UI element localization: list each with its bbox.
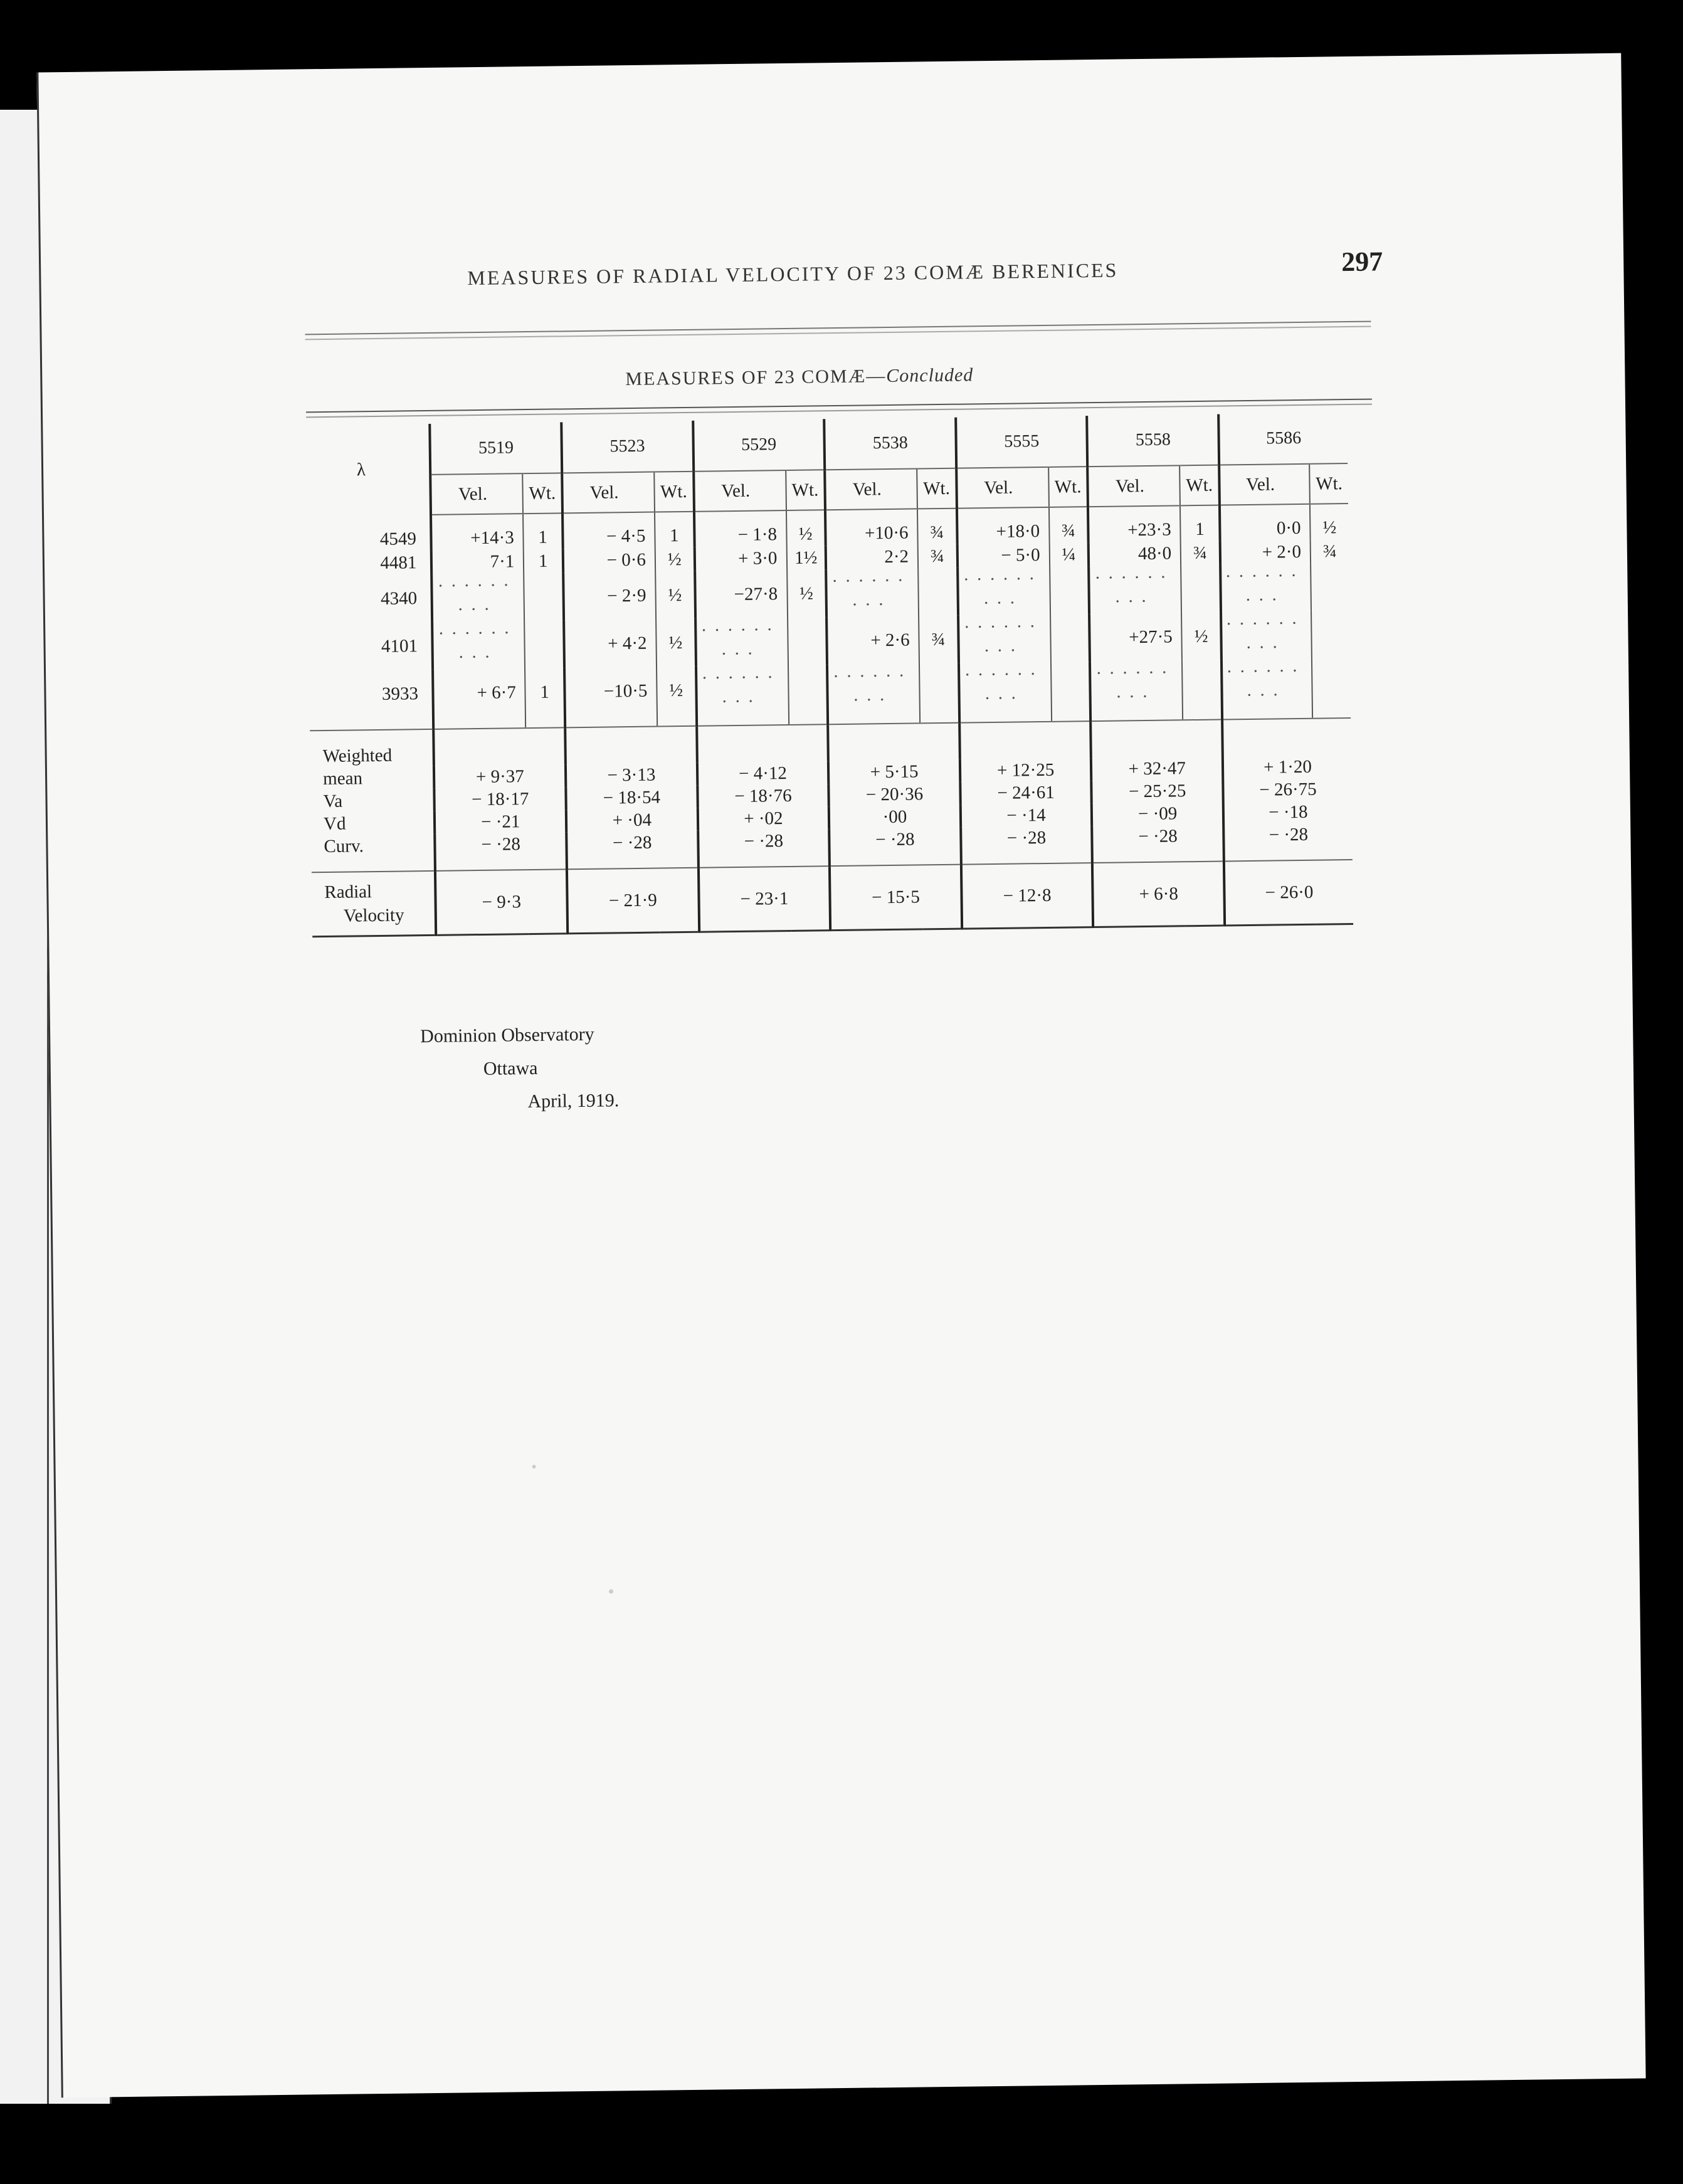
plate-header: 5523 [561, 421, 694, 473]
statistics-value: − ·28 [829, 828, 961, 867]
signature-block [420, 1017, 620, 1119]
dotted-leader: · · · · · · · · · [826, 568, 919, 617]
lambda-header: λ [356, 460, 366, 480]
velocity-cell: − 1·8 [694, 510, 787, 547]
wavelength-cell: 4549 [379, 528, 417, 549]
weight-cell: ¾ [918, 544, 958, 569]
weight-cell: ¾ [1311, 539, 1349, 564]
velocity-cell: + 2·6 [826, 616, 919, 665]
vel-column-header: Vel. [694, 470, 786, 512]
velocity-cell: − 5·0 [957, 543, 1049, 568]
plate-header: 5519 [430, 422, 562, 475]
dotted-leader: · · · · · · · · · [1090, 660, 1183, 721]
wavelength-cell: 3933 [309, 670, 434, 731]
wavelength-cell: 4101 [381, 636, 418, 657]
empty-weight-cell [788, 617, 828, 665]
dotted-leader: · · · · · · · · · [959, 662, 1052, 723]
radial-velocity-value: − 12·8 [961, 863, 1094, 929]
statistics-value: + 12·25 [960, 758, 1092, 783]
radial-velocity-value: − 9·3 [435, 869, 567, 935]
velocity-cell: + 6·7 [433, 668, 525, 729]
measures-table [306, 413, 1353, 937]
vel-column-header: Vel. [956, 467, 1049, 509]
statistics-value: + 5·15 [828, 760, 960, 784]
statistics-value: − 18·54 [566, 786, 697, 810]
page-number: 297 [1341, 246, 1383, 278]
empty-weight-cell [1050, 614, 1090, 662]
velocity-cell: 0·0 [1220, 504, 1311, 541]
weight-cell: ½ [786, 510, 826, 546]
dotted-leader: · · · · · · · · · [1221, 611, 1312, 660]
dotted-leader: · · · · · · · · · [696, 665, 789, 726]
document-page [36, 53, 1645, 2098]
radial-label-line-1: Radial [324, 882, 372, 903]
empty-statistics-cell [697, 724, 828, 763]
empty-weight-cell [1181, 565, 1221, 613]
wavelength-cell: 4340 [380, 588, 418, 609]
statistics-value: + ·04 [566, 808, 698, 833]
empty-weight-cell [1311, 563, 1349, 611]
dotted-leader: · · · · · · · · · [1089, 565, 1182, 614]
vel-column-header: Vel. [1088, 465, 1181, 507]
statistics-value: − ·09 [1092, 802, 1223, 826]
velocity-cell: −27·8 [695, 570, 788, 619]
velocity-cell: +18·0 [957, 507, 1050, 544]
statistics-value: − 26·75 [1223, 778, 1351, 802]
table-title: MEASURES OF 23 COMÆ—Concluded [625, 364, 974, 390]
wt-column-header: Wt. [917, 468, 956, 509]
empty-weight-cell [919, 663, 959, 724]
weight-cell: ¾ [917, 509, 957, 545]
radial-velocity-label [312, 871, 436, 937]
velocity-cell: + 2·0 [1220, 540, 1311, 565]
page-header [467, 246, 1383, 304]
velocity-cell: − 4·5 [562, 512, 655, 549]
statistics-value: − 25·25 [1092, 779, 1223, 804]
radial-velocity-value: − 23·1 [699, 866, 831, 932]
velocity-cell: +27·5 [1089, 613, 1182, 662]
statistics-value: − 20·36 [829, 783, 961, 807]
statistics-value: − 3·13 [566, 763, 697, 788]
wt-column-header: Wt. [1048, 467, 1088, 507]
radial-velocity-value: + 6·8 [1092, 862, 1225, 927]
velocity-cell: 7·1 [431, 549, 524, 574]
empty-weight-cell [788, 665, 828, 725]
velocity-cell: +14·3 [431, 514, 524, 551]
signature-line-3: April, 1919. [527, 1090, 620, 1112]
empty-statistics-cell [565, 726, 697, 765]
statistics-label: mean [322, 768, 363, 789]
weight-cell: ½ [1310, 504, 1349, 540]
signature-line-2: Ottawa [483, 1057, 538, 1079]
vel-column-header: Vel. [1219, 464, 1310, 505]
statistics-value: ·00 [829, 805, 961, 830]
plate-header: 5558 [1087, 414, 1220, 467]
statistics-label: Va [323, 791, 343, 812]
wt-column-header: Wt. [1309, 463, 1348, 504]
statistics-value: − ·28 [698, 829, 830, 868]
statistics-value: − ·28 [435, 832, 567, 871]
statistics-value: − 24·61 [960, 781, 1092, 805]
vel-column-header: Vel. [562, 472, 655, 514]
dotted-leader: · · · · · · · · · [827, 663, 920, 724]
statistics-value: − ·28 [1223, 823, 1353, 861]
statistics-label: Vd [323, 813, 346, 835]
statistics-value: + 32·47 [1091, 757, 1223, 781]
velocity-cell: +10·6 [825, 509, 918, 546]
weight-cell: 1 [1180, 505, 1220, 542]
plate-header: 5586 [1218, 413, 1348, 465]
statistics-value: + ·02 [697, 806, 829, 831]
velocity-cell: 48·0 [1089, 541, 1181, 566]
radial-velocity-value: − 21·9 [567, 868, 699, 934]
wavelength-cell: 4481 [380, 552, 417, 573]
wt-column-header: Wt. [523, 473, 562, 514]
statistics-value: − ·21 [435, 810, 566, 834]
weight-cell: ½ [787, 569, 827, 618]
velocity-cell: − 2·9 [563, 572, 656, 621]
statistics-value: + 1·20 [1223, 755, 1351, 779]
running-title: MEASURES OF RADIAL VELOCITY OF 23 COMÆ BERENICES [467, 258, 1119, 290]
empty-statistics-cell [828, 723, 959, 762]
weight-cell: ¾ [1181, 541, 1220, 566]
statistics-value: − 18·17 [435, 787, 566, 811]
empty-weight-cell [1051, 662, 1091, 722]
plate-header: 5538 [824, 418, 956, 470]
dotted-leader: · · · · · · · · · [1220, 564, 1311, 613]
empty-statistics-cell [1091, 720, 1223, 759]
plate-header: 5555 [956, 416, 1088, 468]
empty-weight-cell [1050, 566, 1090, 615]
statistics-value: − ·14 [961, 803, 1092, 828]
paper-speck [532, 1465, 536, 1469]
radial-velocity-value: − 26·0 [1224, 860, 1353, 926]
table-title-concluded: Concluded [886, 364, 974, 387]
empty-statistics-cell [434, 727, 566, 766]
weight-cell: 1 [525, 668, 565, 728]
vel-column-header: Vel. [825, 468, 917, 510]
statistics-value: − ·18 [1223, 800, 1352, 825]
weight-cell: 1½ [786, 546, 826, 570]
weight-cell: 1 [524, 549, 563, 573]
wt-column-header: Wt. [786, 470, 825, 510]
empty-weight-cell [524, 572, 564, 621]
statistics-value: − ·28 [566, 831, 698, 870]
statistics-value: − ·28 [961, 826, 1092, 865]
statistics-label: Curv. [324, 836, 364, 857]
empty-weight-cell [1311, 611, 1350, 659]
weight-cell: ½ [656, 619, 696, 667]
weight-cell: ¾ [1049, 507, 1089, 543]
statistics-value: − ·28 [1092, 825, 1224, 863]
wt-column-header: Wt. [654, 472, 694, 512]
empty-weight-cell [524, 620, 564, 668]
dotted-leader: · · · · · · · · · [433, 621, 525, 670]
radial-velocity-row [312, 860, 1353, 937]
empty-weight-cell [918, 568, 958, 616]
weight-cell: ½ [657, 667, 697, 727]
weight-cell: 1 [655, 512, 694, 548]
radial-velocity-value: − 15·5 [830, 865, 962, 931]
velocity-cell: + 3·0 [694, 546, 786, 571]
empty-statistics-cell [1222, 718, 1351, 757]
velocity-cell: 2·2 [826, 544, 918, 569]
wt-column-header: Wt. [1179, 465, 1219, 506]
dotted-leader: · · · · · · · · · [1221, 659, 1312, 720]
empty-statistics-cell [959, 721, 1091, 760]
plate-header: 5529 [693, 419, 825, 472]
dotted-leader: · · · · · · · · · [695, 618, 788, 667]
empty-weight-cell [1182, 660, 1222, 720]
empty-weight-cell [1312, 658, 1351, 719]
weight-cell: 1 [523, 513, 562, 549]
velocity-cell: −10·5 [564, 667, 657, 728]
velocity-cell: − 0·6 [563, 548, 655, 573]
weight-cell: ½ [1181, 613, 1221, 661]
weight-cell: ½ [655, 571, 695, 620]
radial-label-line-2: Velocity [343, 905, 404, 926]
vel-column-header: Vel. [431, 473, 524, 515]
velocity-cell: +23·3 [1088, 505, 1181, 542]
paper-speck [609, 1590, 613, 1594]
statistics-value: − 4·12 [697, 761, 829, 786]
signature-line-1: Dominion Observatory [419, 1023, 594, 1047]
statistics-value: − 18·76 [697, 784, 829, 808]
statistics-label: Weighted [322, 745, 393, 767]
velocity-cell: + 4·2 [564, 620, 657, 668]
dotted-leader: · · · · · · · · · [958, 615, 1051, 663]
statistics-value: + 9·37 [434, 764, 566, 789]
weight-cell: ½ [655, 547, 695, 572]
weight-cell: ¾ [919, 616, 959, 664]
dotted-leader: · · · · · · · · · [958, 567, 1050, 616]
dotted-leader: · · · · · · · · · [432, 573, 525, 622]
weight-cell: ¼ [1049, 542, 1089, 567]
